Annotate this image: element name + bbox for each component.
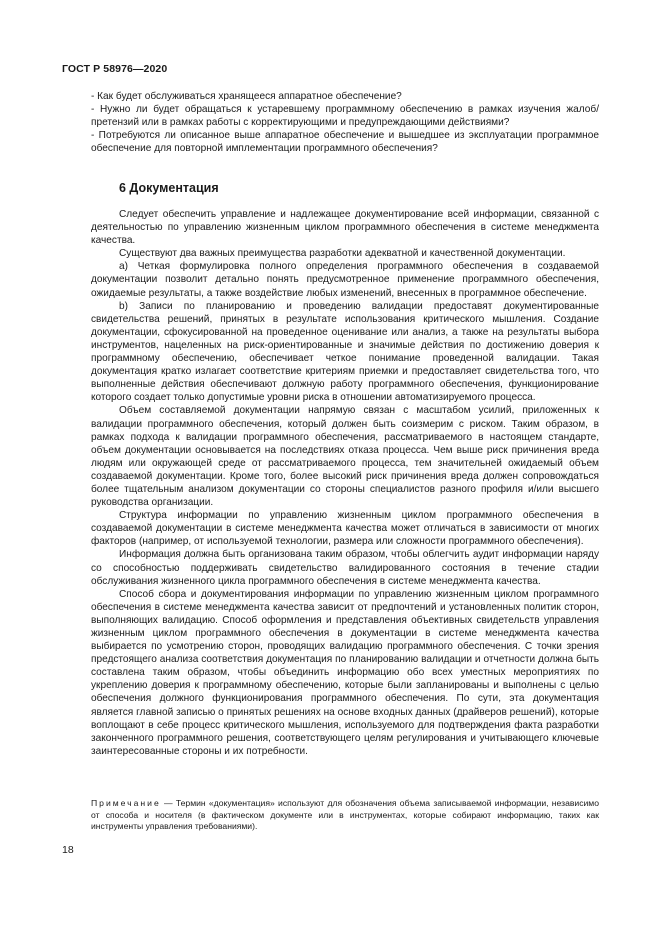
intro-questions <box>91 90 599 155</box>
intro-item: - Нужно ли будет обращаться к устаревшему программному обеспечению в рамках изучения жалоб/претензий или в рамках работы с корректирующими и предупреждающими действиями? <box>91 104 599 129</box>
note-text: — Термин «документация» используют для обозначения объема записываемой информации, независимо от способа и носителя (в фактическом документе или в инструментах, которые собирают информацию, таких как инструменты управления требованиями). <box>91 798 599 832</box>
paragraph: b) Записи по планированию и проведению валидации предоставят документированные свидетельства решений, принятых в результате использования критического мышления. Создание документации, сфокусированной на проведенное оценивание или анализ, а также на результаты выбора инструментов, нацеленных на риск-ориентированные и значимые действия по достижению доверия к программному обеспечению, обеспечивает четкое понимание проведенной валидации. Такая документация кратко излагает соответствие критериям приемки и предоставляет свидетельства того, что выполненные действия обеспечивают должную работу программного обеспечения, функционирование которого создает только допустимые уровни риска в отношении автоматизируемого процесса. <box>91 300 599 404</box>
note-label: Примечание <box>91 798 161 808</box>
paragraph: а) Четкая формулировка полного определения программного обеспечения в создаваемой документации позволит детально понять предусмотренное применение программного обеспечения, ожидаемые результаты, а также воздействие любых изменений, внесенных в программное обеспечение. <box>91 261 599 299</box>
paragraph: Следует обеспечить управление и надлежащее документирование всей информации, связанной с деятельностью по управлению жизненным циклом программного обеспечения в системе менеджмента качества. <box>91 209 599 247</box>
paragraph: Структура информации по управлению жизненным циклом программного обеспечения в создаваемой документации в системе менеджмента качества может отличаться в зависимости от многих факторов (например, от используемой технологии, размера или сложности программного обеспечения). <box>91 510 599 548</box>
standard-code-header: ГОСТ Р 58976—2020 <box>62 63 168 75</box>
paragraph: Информация должна быть организована таким образом, чтобы облегчить аудит информации наряду со способностью поддерживать свидетельство валидированного состояния в течение стадии обслуживания жизненного цикла программного обеспечения в системе менеджмента качества. <box>91 549 599 587</box>
paragraph: Существуют два важных преимущества разработки адекватной и качественной документации. <box>119 248 566 260</box>
section-title: 6 Документация <box>119 181 219 195</box>
page-number: 18 <box>62 844 74 856</box>
section-body <box>91 208 599 758</box>
paragraph: Объем составляемой документации напрямую связан с масштабом усилий, приложенных к валидации программного обеспечения, который должен быть соизмерим с риском. Таким образом, в рамках подхода к валидации программного обеспечения, рассматриваемого в настоящем стандарте, объем документации основывается на последствиях отказа процесса. Чем выше риск причинения вреда людям или окружающей среде от рассматриваемого процесса, тем значительней ожидаемый объем создаваемой документации. Кроме того, более высокий риск причинения вреда должен сопровождаться более тщательным анализом документации со стороны специалистов разного профиля и/или высшего руководства организации. <box>91 405 599 509</box>
intro-item: - Потребуются ли описанное выше аппаратное обеспечение и вышедшее из эксплуатации программное обеспечение для повторной имплементации программного обеспечения? <box>91 130 599 155</box>
note <box>91 798 599 833</box>
intro-item: - Как будет обслуживаться хранящееся аппаратное обеспечение? <box>91 91 402 102</box>
paragraph: Способ сбора и документирования информации по управлению жизненным циклом программного обеспечения в системе менеджмента качества зависит от предпочтений и установленных политик сторон, выполняющих валидацию. Способ оформления и представления объективных свидетельств управления жизненным циклом программного обеспечения в документации в системе менеджмента качества выбирается по усмотрению сторон, проводящих валидацию программного обеспечения. С точки зрения предстоящего анализа соответствия документация по планированию валидации и отчетности должна быть составлена таким образом, чтобы объединить информацию обо всех уместных мероприятиях по укреплению доверия к программному обеспечению, которые были запланированы и выполнены с целью обеспечения должного функционирования программного обеспечения. По сути, эта документация является главной записью о принятых решениях на основе входных данных (драйверов решений), которые воплощают в себе процесс критического мышления, используемого для подтверждения факта разработки законченного программного решения, соответствующего целям регулирования и учитывающего ключевые заинтересованные стороны и их потребности. <box>91 588 599 757</box>
